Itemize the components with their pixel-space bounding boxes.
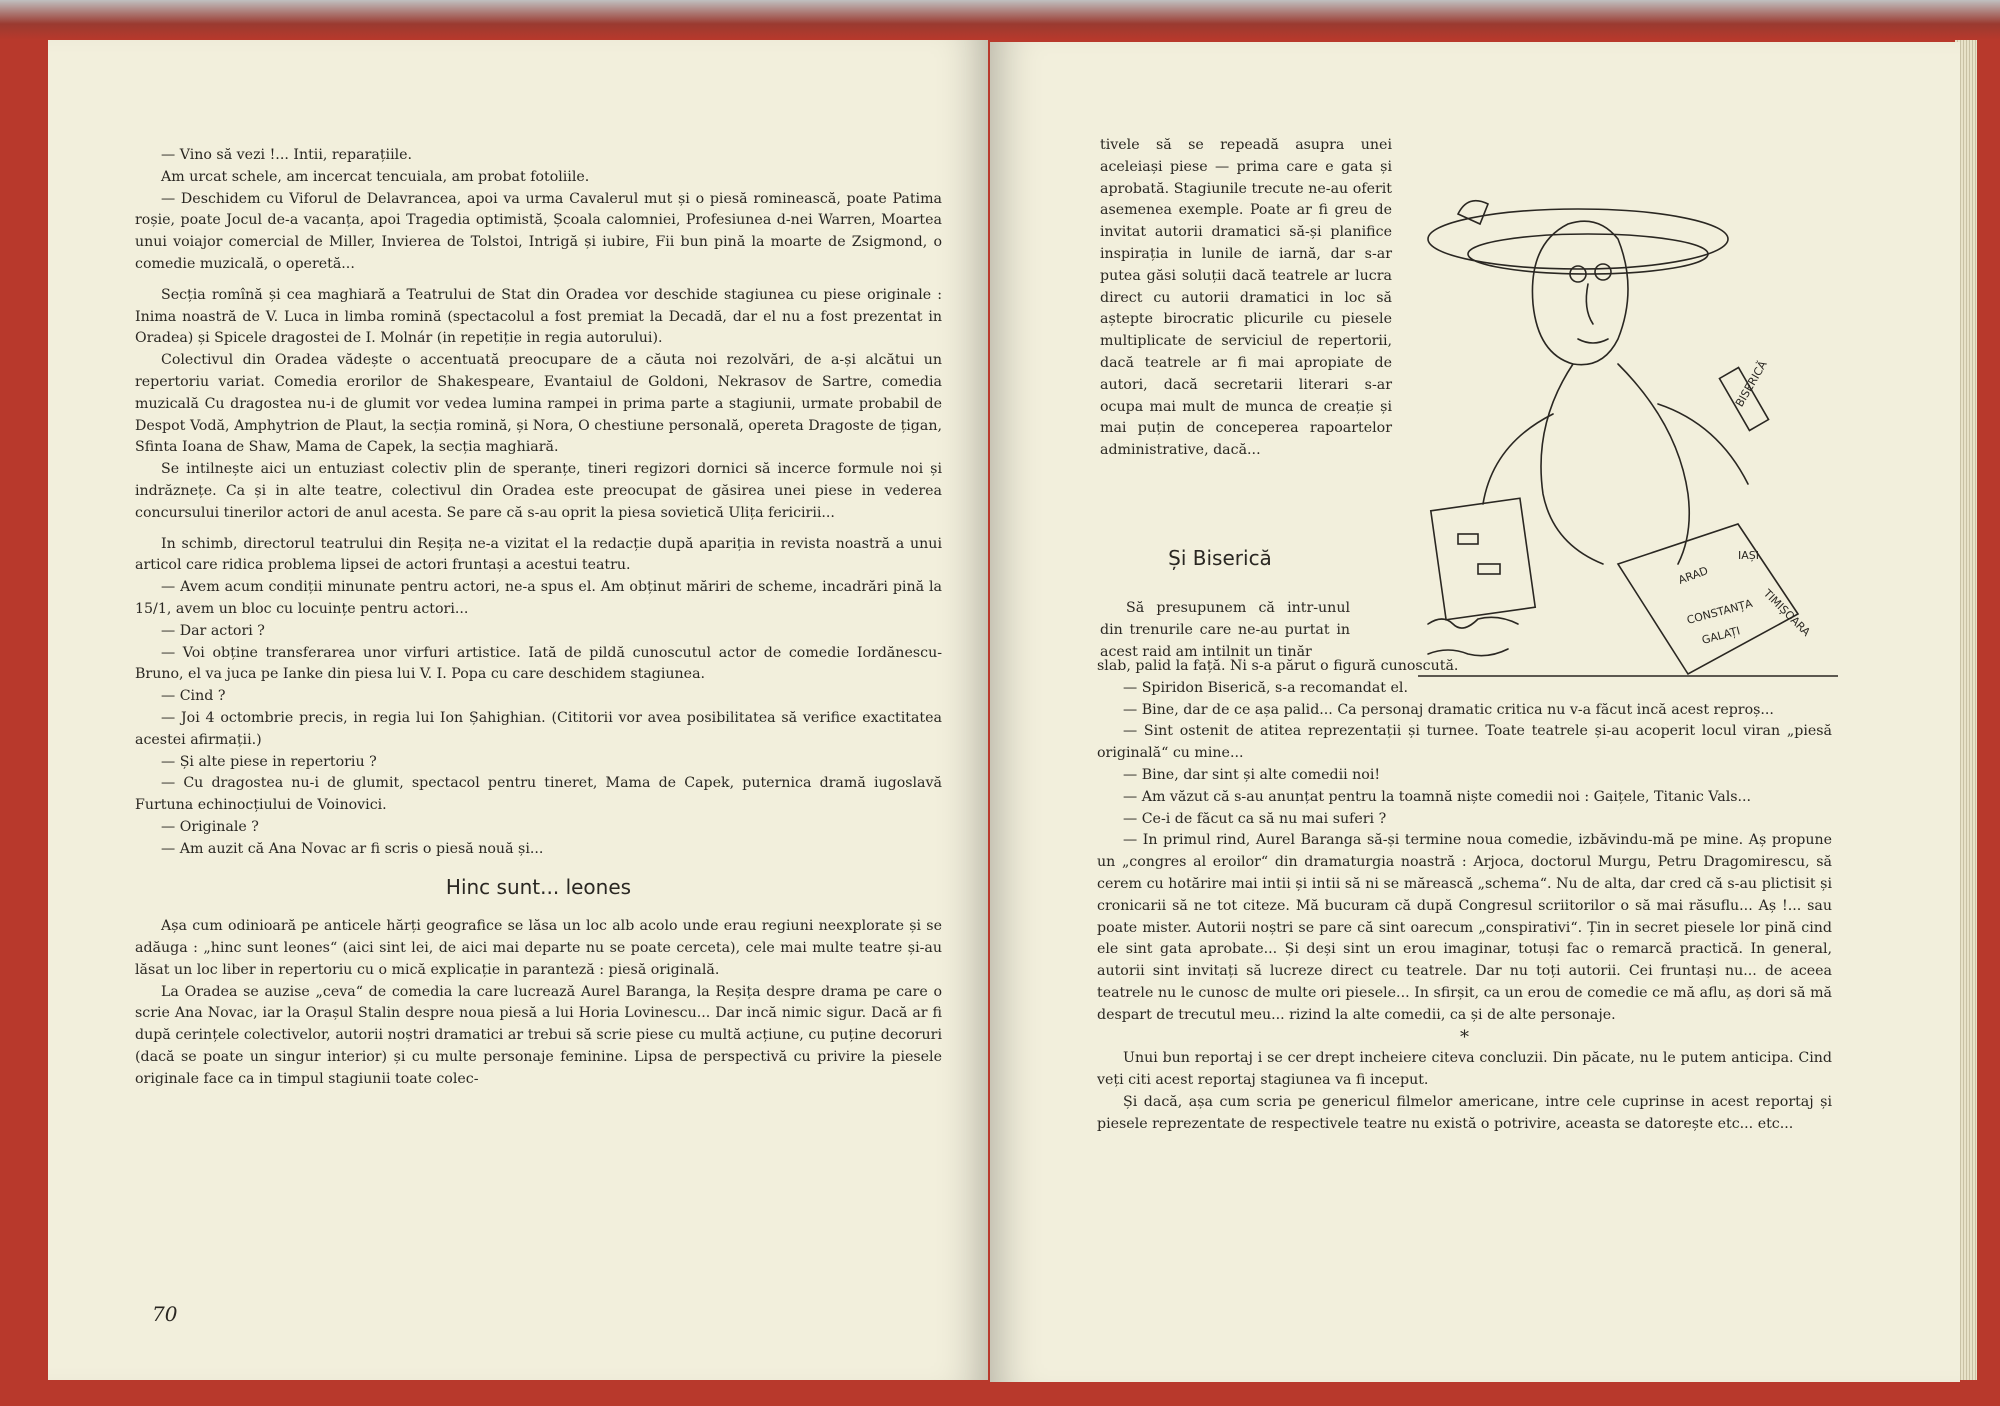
- figure-head: [1532, 221, 1628, 365]
- section-title: Hinc sunt... leones: [445, 874, 632, 899]
- paragraph: Colectivul din Oradea vădește o accentuată preocupare de a căuta noi rezolvări, de a-și alcătui un repertoriu variat. Comedia erorilor de Shakespeare, Evantaiul de Goldoni, Nekrasov de Sartre, comedia muzicală Cu dragostea nu-i de glumit vor vedea lumina rampei in prima parte a stagiunii, urmate probabil de Despot Vodă, Amphytrion de Plaut, la secția romină, și Nora, O chestiune personală, opereta Dragoste de țigan, Sfinta Ioana de Shaw, Mama de Capek, la secția maghiară.: [135, 352, 942, 456]
- signature-scribble: [1428, 617, 1518, 628]
- paragraph: Și dacă, așa cum scria pe genericul filmelor americane, intre cele cuprinse in acest reportaj și piesele reprezentate de respectivele teatre nu există o potrivire, aceasta se datorește etc... etc...: [1097, 1093, 1832, 1132]
- paragraph: — Sint ostenit de atitea reprezentații și turnee. Toate teatrele și-au acoperit locul viran „piesă originală“ cu mine...: [1097, 723, 1832, 762]
- paragraph: — Originale ?: [161, 818, 259, 835]
- paragraph: — Joi 4 octombrie precis, in regia lui Ion Șahighian. (Cititorii vor avea posibilitatea să verifice exactitatea acestei afirmații.): [135, 709, 942, 748]
- paragraph: — Voi obține transferarea unor virfuri artistice. Iată de pildă cunoscutul actor de comedie Iordănescu-Bruno, el va juca pe Ianke din piesa lui V. I. Popa cu care deschidem stagiunea.: [135, 644, 942, 683]
- paragraph: — In primul rind, Aurel Baranga să-și termine noua comedie, izbăvindu-mă pe mine. Aș propune un „congres al eroilor“ din dramaturgia noastră : Arjoca, doctorul Murgu, Petru Dragomirescu, să cerem cu hotărire mai intii și intii să ni se mărească „schema“. Nu de alta, dar cred că s-au plictisit și cronicarii să ne tot citeze. Mă bucuram că după Congresul scriitorilor o să mai răsuflu... Aș !... sau poate mister. Autorii noștri se pare că sint oarecum „conspirativi“. Țin in secret piesele lor pină cind ele sint gata aprobate... Și deși sint un erou imaginar, totuși fac o remarcă practică. In general, autorii sint invitați să lucreze direct cu teatrele. Dar nu toți autorii. Cei fruntași nu... de aceea teatrele nu le cunosc de multe ori piesele... In sfirșit, ca un erou de comedie ce mă aflu, aș dori să mă despart de trecutul meu... rizind la alte comedii, ca și de alte personaje.: [1097, 832, 1832, 1023]
- paragraph: — Avem acum condiții minunate pentru actori, ne-a spus el. Am obținut măriri de scheme, incadrări pină la 15/1, avem un bloc cu locuințe pentru actori...: [135, 579, 942, 617]
- paragraph: — Bine, dar sint și alte comedii noi!: [1123, 766, 1381, 783]
- book-cover-top: [0, 0, 2000, 40]
- paragraph: Să presupunem că intr-unul din trenurile care ne-au purtat in acest raid am intilnit un tinăr: [1100, 600, 1350, 660]
- paragraph: — Cind ?: [161, 688, 226, 705]
- paragraph: — Cu dragostea nu-i de glumit, spectacol pentru tineret, Mama de Capek, puternica dramă iugoslavă Furtuna echinocțiului de Voinovici.: [135, 775, 942, 814]
- sticker-label: IAȘI: [1738, 549, 1759, 562]
- right-narrow-column: [1100, 598, 1350, 663]
- paragraph: — Și alte piese in repertoriu ?: [161, 753, 377, 770]
- page-number: 70: [152, 1302, 178, 1326]
- paragraph: — Vino să vezi !... Intii, reparațiile.: [161, 147, 413, 163]
- sticker-label: GALAȚI: [1700, 624, 1742, 647]
- paragraph: — Am auzit că Ana Novac ar fi scris o piesă nouă și...: [161, 840, 544, 857]
- right-full-column: [1097, 656, 1832, 1136]
- paragraph: Secția romînă și cea maghiară a Teatrului de Stat din Oradea vor deschide stagiunea cu piese originale : Inima noastră de V. Luca in limba romină (spectacolul a fost premiat la Decadă, dar el nu a fost prezentat in Oradea) și Spicele dragostei de I. Molnár (in repetiție in regia autorului).: [135, 286, 942, 347]
- sticker-label: BISERICĂ: [1733, 358, 1770, 410]
- paragraph: — Ce-i de făcut ca să nu mai suferi ?: [1123, 810, 1387, 827]
- paragraph: La Oradea se auzise „ceva“ de comedia la care lucrează Aurel Baranga, la Reșița despre drama pe care o scrie Ana Novac, iar la Orașul Stalin despre noua piesă a lui Horia Lovinescu... Dar incă nimic sigur. Dacă ar fi după cerințele colectivelor, autorii noștri dramatici ar trebui să scrie piese cu multă acțiune, cu puține decoruri (dacă se poate un singur interior) și cu multe personaje feminine. Lipsa de perspectivă cu privire la piesele originale face ca in timpul stagiunii toate colec-: [135, 983, 942, 1087]
- paragraph: Am urcat schele, am incercat tencuiala, am probat fotoliile.: [161, 168, 590, 185]
- left-text-column: [135, 145, 942, 1091]
- paragraph: Se intilnește aici un entuziast colectiv plin de speranțe, tineri regizori dornici să incerce formule noi și indrăznețe. Ca și in alte teatre, colectivul din Oradea este preocupat de găsirea unei piese in vederea concursului tinerilor actori de anul acesta. Se pare că s-au oprit la piesa sovietică Ulița fericirii...: [135, 461, 942, 521]
- sticker-label: ARAD: [1676, 564, 1710, 587]
- paragraph: tivele să se repeadă asupra unei aceleiași piese — prima care e gata și aprobată. Stagiunile trecute ne-au oferit asemenea exemple. Poate ar fi greu de invitat autorii dramatici să-și planifice inspirația in lunile de iarnă, dar s-ar putea găsi soluții dacă teatrele ar lucra direct cu autorii dramatici in loc să aștepte birocratic plicurile cu piesele multiplicate de serviciul de repertorii, dacă teatrele ar fi mai apropiate de autori, dacă secretarii literari s-ar ocupa mai mult de munca de creație și mai puțin de conceperea rapoartelor administrative, dacă...: [1100, 137, 1392, 459]
- sticker-label: CONSTANȚA: [1685, 596, 1754, 627]
- paragraph: — Bine, dar de ce așa palid... Ca personaj dramatic critica nu v-a făcut incă acest reproș...: [1123, 701, 1774, 718]
- section-title: Și Biserică: [1168, 546, 1272, 570]
- sticker-label: TIMIȘOARA: [1760, 586, 1813, 639]
- left-page: [48, 40, 988, 1380]
- paragraph: — Dar actori ?: [161, 622, 265, 639]
- right-page: [990, 42, 1960, 1382]
- paragraph: slab, palid la față. Ni s-a părut o figură cunoscută.: [1097, 658, 1459, 674]
- figure-body: [1541, 364, 1603, 564]
- paragraph: Așa cum odinioară pe anticele hărți geografice se lăsa un loc alb acolo unde erau regiuni neexplorate și se adăuga : „hinc sunt leones“ (aici sint lei, de aici mai departe nu se poate cerceta), cele mai multe teatre și-au lăsat un loc liber in repertoriu cu o mică explicație in paranteză : piesă originală.: [135, 918, 942, 978]
- swirl-line: [1468, 234, 1708, 274]
- separator-asterisk: *: [1460, 1026, 1469, 1048]
- suitcase-left: [1431, 498, 1535, 619]
- paragraph: In schimb, directorul teatrului din Reșița ne-a vizitat el la redacție după apariția in revista noastră a unui articol care ridica problema lipsei de actori fruntași a acestui teatru.: [135, 535, 942, 574]
- paragraph: Unui bun reportaj i se cer drept incheiere citeva concluzii. Din păcate, nu le putem anticipa. Cind veți citi acest reportaj stagiunea va fi inceput.: [1097, 1050, 1832, 1089]
- right-top-column: [1100, 135, 1392, 462]
- paragraph: — Am văzut că s-au anunțat pentru la toamnă niște comedii noi : Gaițele, Titanic Vals...: [1123, 788, 1752, 805]
- paragraph: — Spiridon Biserică, s-a recomandat el.: [1123, 679, 1408, 696]
- cartoon-illustration: [1418, 154, 1838, 684]
- paragraph: — Deschidem cu Viforul de Delavrancea, apoi va urma Cavalerul mut și o piesă rominească, poate Patima roșie, poate Jocul de-a vacanța, apoi Tragedia optimistă, Școala calomniei, Profesiunea d-nei Warren, Moartea unui voiajor comercial de Miller, Invierea de Tolstoi, Intrigă și iubire, Fii bun pină la moarte de Zsigmond, o comedie muzicală, o operetă...: [135, 190, 942, 272]
